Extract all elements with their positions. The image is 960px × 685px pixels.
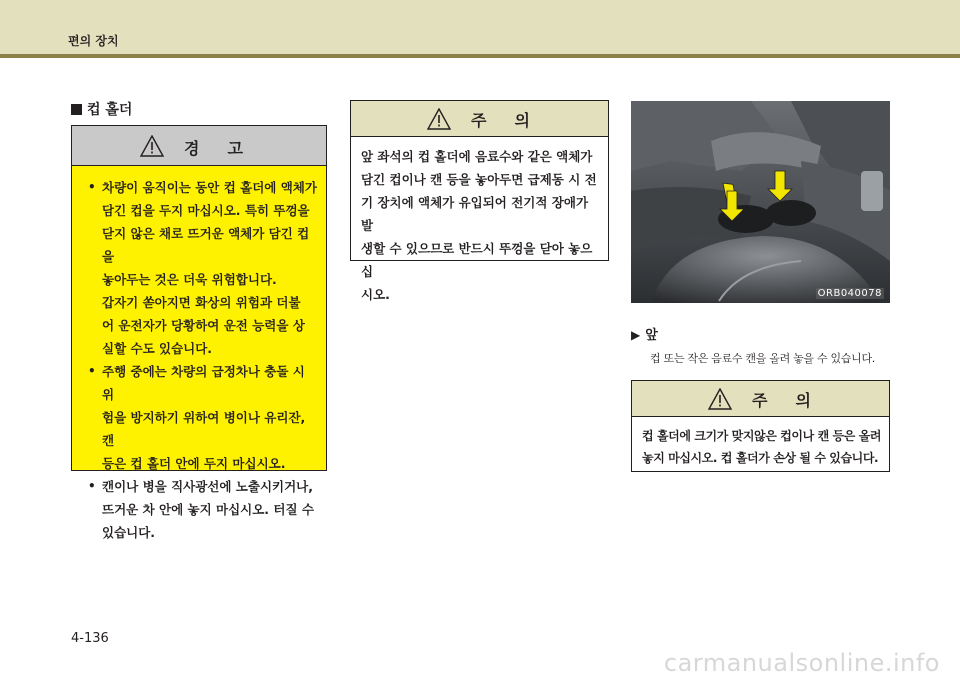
warning-heading: 경고	[184, 139, 271, 158]
warning-line: 뜨거운 차 안에 놓지 마십시오. 터질 수	[102, 502, 314, 517]
cup-holder-illustration	[631, 101, 890, 303]
caution-line: 담긴 컵이나 캔 등을 놓아두면 급제동 시 전	[361, 172, 597, 187]
warning-line: 닫지 않은 채로 뜨거운 액체가 담긴 컵을	[102, 226, 310, 264]
square-bullet-icon	[71, 104, 82, 115]
front-description: 컵 또는 작은 음료수 캔을 올려 놓을 수 있습니다.	[650, 352, 875, 365]
warning-item	[82, 475, 318, 544]
cup-holder-photo	[631, 101, 890, 303]
caution-line: 기 장치에 액체가 유입되어 전기적 장애가 발	[361, 195, 589, 233]
warning-triangle-icon	[140, 135, 164, 157]
section-title	[71, 99, 132, 119]
caution-box-size	[631, 380, 890, 472]
caution-header	[351, 101, 608, 137]
bullet-dot: •	[88, 364, 96, 378]
watermark: carmanualsonline.info	[663, 649, 940, 677]
triangle-right-icon: ▶	[631, 328, 641, 342]
warning-triangle-icon	[708, 388, 732, 410]
section-title-text: 컵 홀더	[87, 102, 133, 118]
chapter-title: 편의 장치	[68, 34, 119, 48]
bullet-dot: •	[88, 479, 96, 493]
header-rule	[0, 54, 960, 58]
caution-header	[632, 381, 889, 417]
warning-line: 갑자기 쏟아지면 화상의 위험과 더불	[102, 295, 301, 310]
warning-line: 담긴 컵을 두지 마십시오. 특히 뚜껑을	[102, 203, 310, 218]
caution-line: 시오.	[361, 287, 390, 302]
warning-line: 있습니다.	[102, 525, 156, 540]
warning-line: 등은 컵 홀더 안에 두지 마십시오.	[102, 456, 286, 471]
bullet-dot: •	[88, 180, 96, 194]
warning-line: 어 운전자가 당황하여 운전 능력을 상	[102, 318, 305, 333]
warning-triangle-icon	[427, 108, 451, 130]
caution-text	[361, 145, 601, 306]
page-number: 4-136	[71, 631, 109, 646]
caution-text	[642, 425, 882, 469]
warning-item	[82, 176, 318, 360]
caution-box-fluids	[350, 100, 609, 302]
warning-line: 실할 수도 있습니다.	[102, 341, 213, 356]
caution-line: 컵 홀더에 크기가 맞지않은 컵이나 캔 등은 올려	[642, 429, 882, 443]
caution-line: 앞 좌석의 컵 홀더에 음료수와 같은 액체가	[361, 149, 593, 164]
warning-line: 주행 중에는 차량의 급정차나 충돌 시 위	[102, 364, 305, 402]
caution-line: 놓지 마십시오. 컵 홀더가 손상 될 수 있습니다.	[642, 451, 879, 465]
page-header	[0, 0, 960, 54]
caution-heading: 주의	[752, 391, 839, 410]
front-label	[631, 324, 658, 343]
warning-line: 험을 방지하기 위하여 병이나 유리잔, 캔	[102, 410, 306, 448]
warning-box	[71, 125, 327, 540]
photo-code-label: ORB040078	[817, 288, 882, 299]
warning-list	[82, 176, 318, 544]
front-label-text: 앞	[645, 328, 658, 343]
warning-line: 캔이나 병을 직사광선에 노출시키거나,	[102, 479, 314, 494]
warning-line: 차량이 움직이는 동안 컵 홀더에 액체가	[102, 180, 317, 195]
warning-header	[72, 126, 326, 166]
warning-line: 놓아두는 것은 더욱 위험합니다.	[102, 272, 277, 287]
caution-heading: 주의	[471, 111, 558, 130]
warning-item	[82, 360, 318, 475]
caution-line: 생할 수 있으므로 반드시 뚜껑을 닫아 놓으십	[361, 241, 593, 279]
